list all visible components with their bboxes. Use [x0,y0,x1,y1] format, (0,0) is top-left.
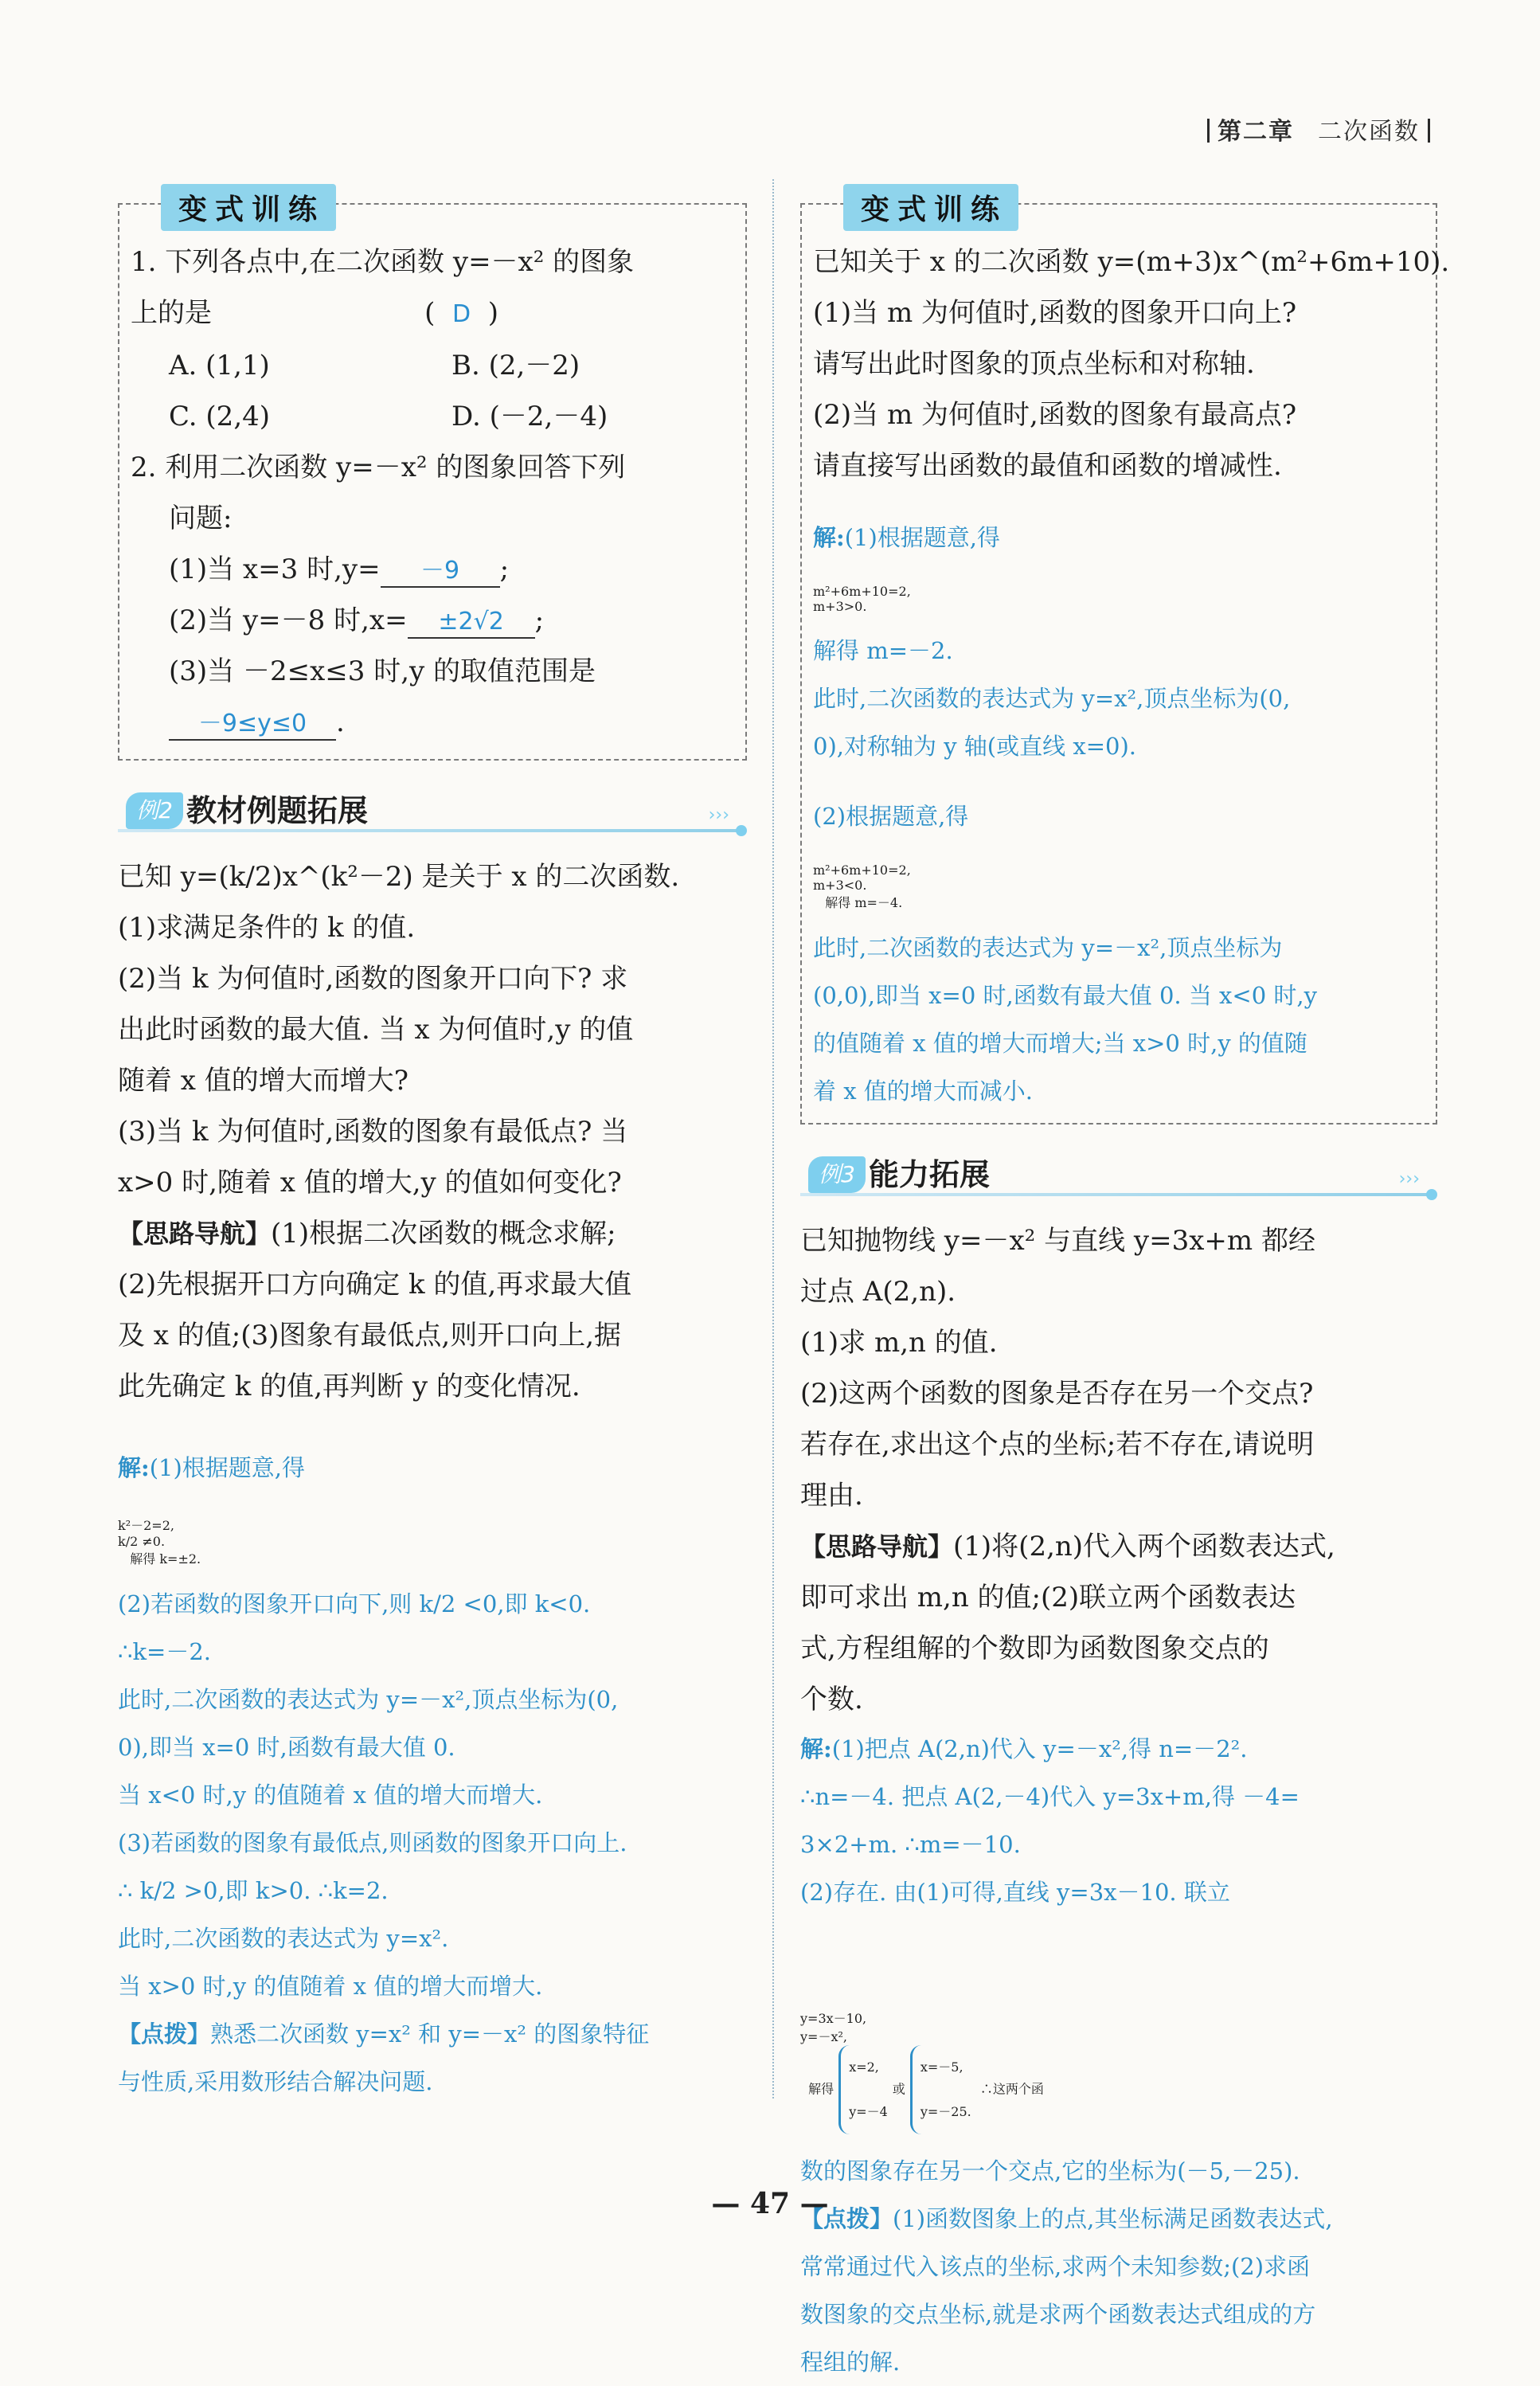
q2-line-a: 2. 利用二次函数 y=－x² 的图象回答下列 [131,452,626,483]
example3-stem-a: 已知抛物线 y=－x² 与直线 y=3x+m 都经 [800,1225,1315,1257]
example2-q2a: (2)当 k 为何值时,函数的图象开口向下? 求 [118,963,628,995]
practice-stem: 已知关于 x 的二次函数 y=(m+3)x^(m²+6m+10). [813,246,1450,278]
q2-part1-answer: －9 [420,557,460,585]
rp-sol-2f: 着 x 值的增大而减小. [813,1078,1034,1105]
q2-part2-answer: ±2√2 [438,608,504,636]
practice-box-left [118,194,747,761]
e3-tip-b: 常常通过代入该点的坐标,求两个未知参数;(2)求函 [800,2253,1311,2280]
q2-part3: (3)当 －2≤x≤3 时,y 的取值范围是 [169,655,596,687]
example2-q1: (1)求满足条件的 k 的值. [118,912,416,944]
q2-part2: (2)当 y=－8 时,x= ±2√2 ; [131,595,734,646]
sol-part3d: 当 x>0 时,y 的值随着 x 值的增大而增大. [118,1973,543,2000]
example3-banner [800,1148,1437,1201]
option-d: D. (－2,－4) [451,401,608,432]
example2-guide-b: (2)先根据开口方向确定 k 的值,再求最大值 [118,1269,632,1301]
sol-part2a: (2)若函数的图象开口向下,则 k/2 <0,即 k<0. [118,1590,591,1617]
example2-badge: 例2 [126,792,183,829]
q1-line-a: 1. 下列各点中,在二次函数 y=－x² 的图象 [131,246,635,278]
chevrons-icon: ››› [1398,1169,1420,1189]
example3-title: 能力拓展 [869,1157,991,1192]
example3-guide-a: 【思路导航】(1)将(2,n)代入两个函数表达式, [800,1531,1335,1563]
example3-q1: (1)求 m,n 的值. [800,1327,998,1359]
page-number: — 47 — [711,2187,829,2220]
sol-part2e: 当 x<0 时,y 的值随着 x 值的增大而增大. [118,1782,543,1809]
example3-q2c: 理由. [800,1480,863,1512]
tip-label: 【点拨】 [118,2020,211,2048]
e3-sol-2c: 数的图象存在另一个交点,它的坐标为(－5,－25). [800,2157,1300,2185]
guide-label: 【思路导航】 [800,1531,954,1562]
practice-q2a: (2)当 m 为何值时,函数的图象有最高点? [813,399,1297,431]
example2-q3b: x>0 时,随着 x 值的增大,y 的值如何变化? [118,1167,622,1199]
example2-q2c: 随着 x 值的增大而增大? [118,1065,409,1097]
e3-sol-2a: (2)存在. 由(1)可得,直线 y=3x－10. 联立 [800,1879,1230,1906]
tip-a: 【点拨】熟悉二次函数 y=x² 和 y=－x² 的图象特征 [118,2020,650,2048]
example3-stem-b: 过点 A(2,n). [800,1276,956,1308]
example3-q2b: 若存在,求出这个点的坐标;若不存在,请说明 [800,1429,1315,1461]
q2-line-b: 问题: [169,503,233,534]
sol-part3c: 此时,二次函数的表达式为 y=x². [118,1925,449,1952]
rp-sol-1: 解:(1)根据题意,得 [813,524,1001,551]
e3-sol-1c: 3×2+m. ∴m=－10. [800,1831,1021,1858]
header-bar [1428,119,1430,143]
example3-q2a: (2)这两个函数的图象是否存在另一个交点? [800,1378,1314,1410]
example2-stem: 已知 y=(k/2)x^(k²－2) 是关于 x 的二次函数. [118,861,680,893]
practice-q1b: 请写出此时图象的顶点坐标和对称轴. [813,348,1255,380]
e3-tip-d: 程组的解. [800,2349,901,2376]
practice-q2b: 请直接写出函数的最值和函数的增减性. [813,450,1282,482]
example2-solution: 解:(1)根据题意,得 k²－2=2, k/2 ≠0. 解得 k=±2. (2)若函数的图象开口向下,则 k/2 <0,即 k<0. ∴k=－2. 此时,二次函数的表达式为 y=－x²,顶点坐标为(0, 0),即当 x=0 时,函数有最大值 0. 当 x<0 时,y 的值随着 x 值的增大而增大. (3)若函数的图象有最低点,则函数的图象开口向上. ∴ k/2 >0,即 k>0. ∴k=2. 此时,二次函数的表达式为 y=x². 当 x>0 时,y 的值随着 x 值的增大而增大. 【点拨】熟悉二次函数 y=x² 和 y=－x² 的图象特征 与性质,采用数形结合解决问题. [118,1420,747,2106]
q1-options-row1 [131,340,734,391]
chapter-label: 第二章 [1218,118,1294,146]
practice-q1a: (1)当 m 为何值时,函数的图象开口向上? [813,297,1297,329]
tip-label: 【点拨】 [800,2205,893,2232]
rp-sol-2e: 的值随着 x 值的增大而增大;当 x>0 时,y 的值随 [813,1030,1307,1057]
sol-part1: 解:(1)根据题意,得 [118,1454,306,1481]
example3-guide-c: 式,方程组解的个数即为函数图象交点的 [800,1633,1269,1664]
example2-q2b: 出此时函数的最大值. 当 x 为何值时,y 的值 [118,1014,634,1046]
q2-part1: (1)当 x=3 时,y= －9 ; [131,544,734,595]
sol-part2d: 0),即当 x=0 时,函数有最大值 0. [118,1734,455,1761]
example2-banner [118,784,747,837]
e3-tip-c: 数图象的交点坐标,就是求两个函数表达式组成的方 [800,2301,1316,2328]
rp-sol-1d: 0),对称轴为 y 轴(或直线 x=0). [813,733,1136,760]
practice-tag: 变式训练 [161,184,336,231]
chevrons-icon: ››› [708,805,729,825]
example2-guide-c: 及 x 的值;(3)图象有最低点,则开口向上,据 [118,1320,622,1351]
example3-badge: 例3 [808,1156,866,1193]
example3-guide-b: 即可求出 m,n 的值;(2)联立两个函数表达 [800,1582,1296,1613]
sol-part3a: (3)若函数的图象有最低点,则函数的图象开口向上. [118,1829,627,1856]
tip-b: 与性质,采用数形结合解决问题. [118,2068,433,2095]
right-column [800,183,1450,2386]
q2-part3-answer: －9≤y≤0 [197,710,307,737]
rp-sol-2c: 此时,二次函数的表达式为 y=－x²,顶点坐标为 [813,934,1283,961]
rp-sol-2d: (0,0),即当 x=0 时,函数有最大值 0. 当 x<0 时,y [813,982,1317,1009]
sol-part2b: ∴k=－2. [118,1638,211,1665]
q2-part3-answer-line: －9≤y≤0 . [131,697,734,748]
chapter-title: 二次函数 [1318,118,1420,146]
q1-options-row2 [131,391,734,442]
example3-guide-d: 个数. [800,1684,863,1715]
option-c: C. (2,4) [169,401,271,432]
q1-line-b: 上的是 ( D ) [131,297,498,329]
example2-title: 教材例题拓展 [186,793,369,828]
rp-sol-1c: 此时,二次函数的表达式为 y=x²,顶点坐标为(0, [813,685,1291,712]
header-bar [1207,119,1210,143]
example2-q3a: (3)当 k 为何值时,函数的图象有最低点? 当 [118,1116,628,1148]
option-b: B. (2,－2) [451,350,580,381]
example3-solution: 解:(1)把点 A(2,n)代入 y=－x²,得 n=－2². ∴n=－4. 把点 A(2,－4)代入 y=3x+m,得 －4= 3×2+m. ∴m=－10. (2)存在. 由(1)可得,直线 y=3x－10. 联立 y=3x－10, y=－x², 解得 x=2, y=－4 或 x=－5, y=－25. ∴这两个函 数的图象存在另一个交点,它的坐标为(－5,－25). 【点拨】(1)函数图象上的点,其坐标满足函数表达式, 常常通过代入该点的坐标,求两个未知参数;(2)求函 数图象的交点坐标,就是求两个函数表达式组成的方 程组的解. [800,1725,1437,2386]
example2-guide-d: 此先确定 k 的值,再判断 y 的变化情况. [118,1371,580,1402]
practice-tag: 变式训练 [843,184,1018,231]
e3-sol-1a: 解:(1)把点 A(2,n)代入 y=－x²,得 n=－2². [800,1735,1248,1762]
q1-answer: D [452,300,471,328]
practice-box-right: 变式训练 已知关于 x 的二次函数 y=(m+3)x^(m²+6m+10). (1)当 m 为何值时,函数的图象开口向上? 请写出此时图象的顶点坐标和对称轴. (2)当 m 为何值时,函数的图象有最高点? 请直接写出函数的最值和函数的增减性. 解:(1)根据题意,得 m²+6m+10=2, m+3>0. 解得 m=－2. 此时,二次函数的表达式为 y=x²,顶点坐标为(0, 0),对称轴为 y 轴(或直线 x=0). (2)根据题意,得 m²+6m+10=2, m+3<0. 解得 m=－4. 此时,二次函数的表达式为 y=－x²,顶点坐标为 (0,0),即当 x=0 时,函数有最大值 0. 当 x<0 时,y 的值随着 x 值的增大而增大;当 x>0 时,y 的值随 着 x 值的增大而减小. [800,203,1437,1125]
guide-label: 【思路导航】 [118,1218,272,1249]
option-a: A. (1,1) [169,350,270,381]
left-column [118,183,747,2106]
rp-sol-2: (2)根据题意,得 [813,803,969,830]
e3-sol-2-systems [800,1916,1437,2009]
sol-part3b: ∴ k/2 >0,即 k>0. ∴k=2. [118,1877,389,1904]
rp-sol-1-res: 解得 m=－2. [813,637,953,664]
sol-part2c: 此时,二次函数的表达式为 y=－x²,顶点坐标为(0, [118,1686,619,1713]
e3-sol-1b: ∴n=－4. 把点 A(2,－4)代入 y=3x+m,得 －4= [800,1783,1300,1810]
example2-guide-a: 【思路导航】(1)根据二次函数的概念求解; [118,1218,616,1250]
chapter-header [1199,111,1438,147]
e3-tip-a: 【点拨】(1)函数图象上的点,其坐标满足函数表达式, [800,2205,1333,2232]
column-divider [772,179,774,2099]
